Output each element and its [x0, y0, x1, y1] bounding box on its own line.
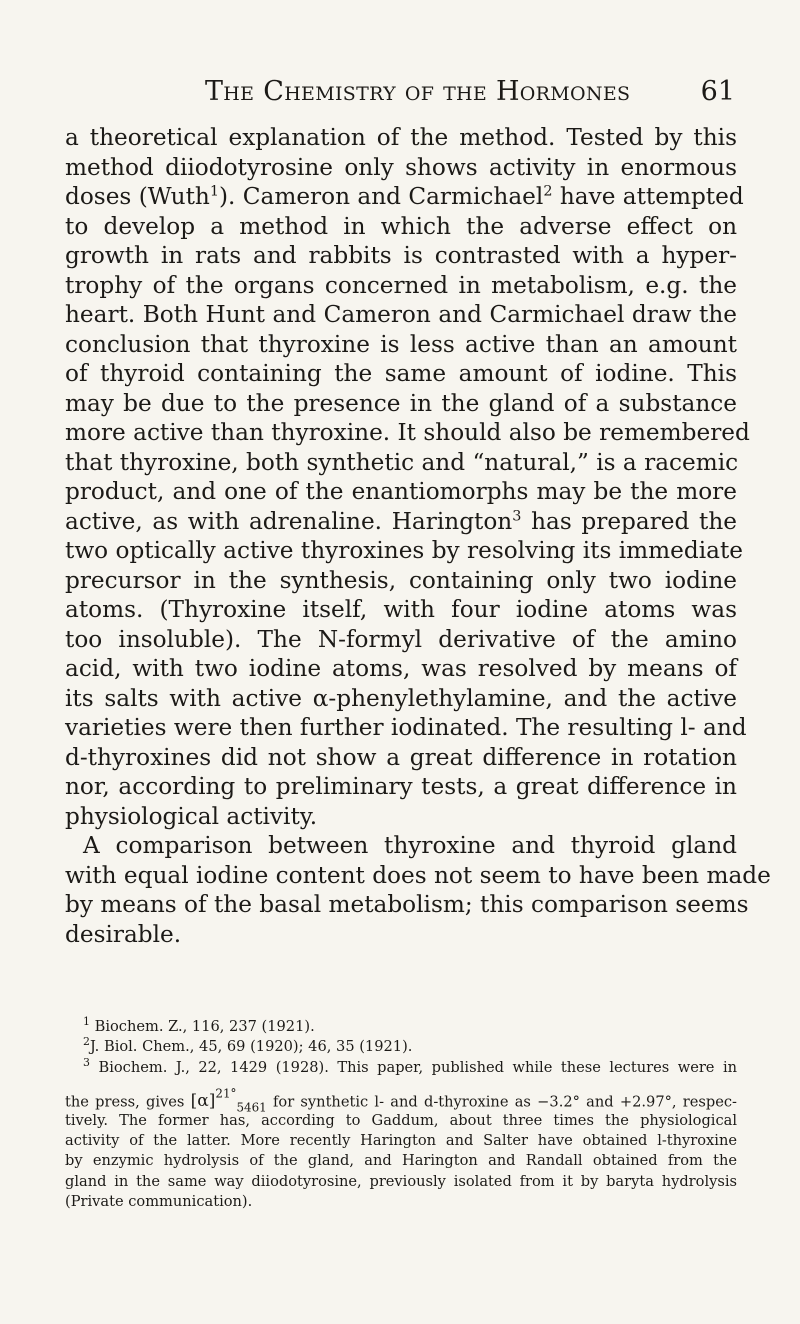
footnote-3: $^3$ Biochem. J., 22, 1429 (1928). This paper, published while these lectures were in	[83, 1055, 738, 1076]
text-line: trophy of the organs concerned in metabolism, e.g. the	[65, 271, 737, 299]
footnote-2: $^2$J. Biol. Chem., 45, 69 (1920); 46, 35 (1921).	[83, 1035, 413, 1056]
text-line: may be due to the presence in the gland of a substance	[65, 389, 737, 417]
text-line: active, as with adrenaline. Harington$^3$ has prepared the	[65, 507, 737, 535]
footnote-ref: 3	[512, 507, 522, 524]
text-line: more active than thyroxine. It should also be remembered	[65, 419, 750, 446]
text-line: product, and one of the enantiomorphs may be the more	[65, 478, 737, 505]
main-text	[65, 123, 771, 949]
footnote-ref: 2	[543, 183, 553, 200]
text-line: of thyroid containing the same amount of iodine. This	[65, 360, 737, 387]
text-line: physiological activity.	[65, 802, 318, 830]
text-line: atoms. (Thyroxine itself, with four iodine atoms was	[65, 596, 737, 623]
footnote-3-line: by enzymic hydrolysis of the gland, and Harington and Randall obtained from the	[65, 1152, 737, 1170]
text-line: a theoretical explanation of the method. Tested by this	[65, 124, 737, 151]
text-line: precursor in the synthesis, containing only two iodine	[65, 566, 737, 594]
text-line: that thyroxine, both synthetic and “natural,” is a racemic	[65, 448, 739, 476]
text-line: by means of the basal metabolism; this comparison seems	[65, 891, 749, 918]
text-line: nor, according to preliminary tests, a great difference in	[65, 773, 737, 800]
text-line: conclusion that thyroxine is less active than an amount	[65, 330, 737, 358]
footnote-3-line: the press, gives $[\alpha]^{21^\circ}_{5461}$ for synthetic l- and d-thyroxine as −3.2° and +2.97°, respec-	[65, 1086, 737, 1115]
text-line: acid, with two iodine atoms, was resolved by means of	[65, 655, 737, 682]
text-line: heart. Both Hunt and Cameron and Carmichael draw the	[65, 301, 737, 328]
footnote-3-line: activity of the latter. More recently Harington and Salter have obtained l-thyroxine	[65, 1132, 737, 1150]
text-line: its salts with active α-phenylethylamine, and the active	[65, 684, 737, 712]
text-line: growth in rats and rabbits is contrasted with a hyper-	[65, 242, 737, 269]
page-number: 61	[700, 76, 735, 107]
text-line: two optically active thyroxines by resolving its immediate	[65, 537, 743, 564]
footnote-3-line: tively. The former has, according to Gaddum, about three times the physiological	[65, 1111, 737, 1129]
text-line: desirable.	[65, 920, 182, 948]
text-line: with equal iodine content does not seem to have been made	[65, 861, 771, 889]
text-line: to develop a method in which the adverse effect on	[65, 212, 737, 240]
running-header	[205, 76, 735, 116]
footnotes	[65, 1017, 737, 1212]
text-line: varieties were then further iodinated. The resulting l- and	[65, 714, 747, 741]
footnote-ref: 1	[209, 183, 219, 200]
specific-rotation: $[\alpha]^{21^\circ}_{5461}$	[190, 1086, 267, 1115]
running-title: The Chemistry of the Hormones	[205, 76, 631, 107]
footnote-1: $^1$ Biochem. Z., 116, 237 (1921).	[83, 1015, 315, 1035]
footnote-3-line: gland in the same way diiodotyrosine, previously isolated from it by baryta hydrolysis	[65, 1172, 737, 1190]
text-line: too insoluble). The N-formyl derivative of the amino	[65, 625, 737, 653]
text-line: A comparison between thyroxine and thyroid gland	[83, 832, 737, 859]
footnote-3-line: (Private communication).	[65, 1193, 253, 1211]
text-line: method diiodotyrosine only shows activity in enormous	[65, 153, 737, 181]
text-line: d-thyroxines did not show a great difference in rotation	[65, 743, 737, 771]
text-line: doses (Wuth$^1$). Cameron and Carmichael$^2$ have attempted	[65, 183, 744, 210]
